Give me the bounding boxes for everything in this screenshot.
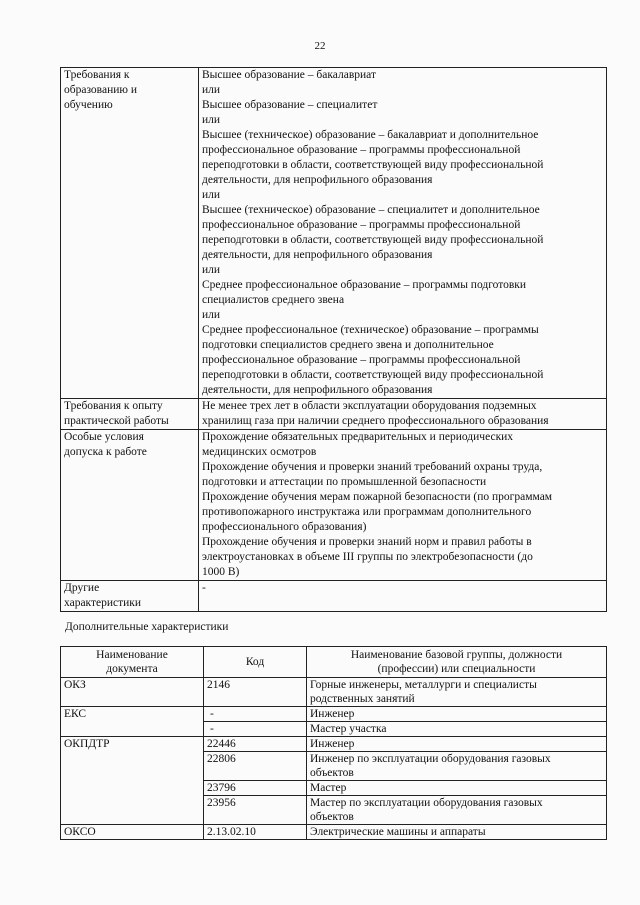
- requirement-paragraph: Прохождение обучения и проверки знаний норм и правил работы в электроустановках в объеме III группы по электробезопасности (до 1000 В): [202, 536, 533, 578]
- page-number: 22: [314, 40, 326, 52]
- code-cell: -: [204, 707, 307, 722]
- additional-characteristics-table: [60, 646, 607, 840]
- requirement-paragraph: -: [202, 582, 206, 594]
- table-row: [61, 707, 607, 722]
- table-header-row: [61, 647, 607, 678]
- name-cell: Горные инженеры, металлурги и специалисты родственных занятий: [307, 678, 607, 707]
- name-cell: Инженер: [307, 707, 607, 722]
- requirement-label: Требования к образованию и обучению: [61, 68, 199, 399]
- name-cell: Электрические машины и аппараты: [307, 825, 607, 840]
- code-cell: -: [204, 722, 307, 737]
- table-row: [61, 678, 607, 707]
- requirement-paragraph: Прохождение обучения и проверки знаний требований охраны труда, подготовки и аттестации по промышленной безопасности: [202, 461, 543, 488]
- requirement-value: [199, 68, 607, 399]
- additional-heading: Дополнительные характеристики: [65, 621, 229, 633]
- requirement-paragraph: или: [202, 189, 221, 201]
- code-cell: 2146: [204, 678, 307, 707]
- name-cell: Инженер по эксплуатации оборудования газовых объектов: [307, 752, 607, 781]
- requirement-paragraph: Прохождение обязательных предварительных и периодических медицинских осмотров: [202, 431, 514, 458]
- requirement-row: [61, 68, 607, 399]
- header-document: Наименование документа: [61, 647, 204, 678]
- code-cell: 2.13.02.10: [204, 825, 307, 840]
- requirement-row: [61, 399, 607, 430]
- requirement-paragraph: Высшее образование – бакалавриат: [202, 69, 376, 81]
- name-cell: Мастер по эксплуатации оборудования газовых объектов: [307, 796, 607, 825]
- code-cell: 23796: [204, 781, 307, 796]
- requirement-label: Требования к опыту практической работы: [61, 399, 199, 430]
- requirement-label: Особые условия допуска к работе: [61, 430, 199, 581]
- header-code: Код: [204, 647, 307, 678]
- requirement-paragraph: или: [202, 264, 221, 276]
- header-name: Наименование базовой группы, должности (профессии) или специальности: [307, 647, 607, 678]
- requirement-paragraph: Среднее профессиональное (техническое) образование – программы подготовки специалистов среднего звена и дополнительное профессиональное образование – программы профессиональной переподготовки в области, соответствующей виду профессиональной деятельности, для непрофильного образования: [202, 324, 544, 396]
- document-cell: ОКЗ: [61, 678, 204, 707]
- document-cell: ЕКС: [61, 707, 204, 737]
- code-cell: 23956: [204, 796, 307, 825]
- requirement-row: [61, 581, 607, 612]
- requirement-paragraph: Прохождение обучения мерам пожарной безопасности (по программам противопожарного инструктажа или программам дополнительного профессионального образования): [202, 491, 553, 533]
- requirement-value: [199, 430, 607, 581]
- requirement-paragraph: или: [202, 309, 221, 321]
- requirement-value: [199, 399, 607, 430]
- requirements-table: [60, 67, 607, 612]
- table-row: [61, 825, 607, 840]
- code-cell: 22446: [204, 737, 307, 752]
- requirement-row: [61, 430, 607, 581]
- table-row: [61, 737, 607, 752]
- requirement-value: [199, 581, 607, 612]
- name-cell: Инженер: [307, 737, 607, 752]
- requirement-paragraph: Высшее образование – специалитет: [202, 99, 378, 111]
- requirement-paragraph: Высшее (техническое) образование – бакалавриат и дополнительное профессиональное образование – программы профессиональной переподготовки в области, соответствующей виду профессиональной деятельности, для непрофильного образования: [202, 129, 544, 186]
- document-cell: ОКПДТР: [61, 737, 204, 825]
- code-cell: 22806: [204, 752, 307, 781]
- requirement-paragraph: Среднее профессиональное образование – программы подготовки специалистов среднего звена: [202, 279, 527, 306]
- requirement-label: Другие характеристики: [61, 581, 199, 612]
- document-cell: ОКСО: [61, 825, 204, 840]
- name-cell: Мастер участка: [307, 722, 607, 737]
- name-cell: Мастер: [307, 781, 607, 796]
- requirement-paragraph: Высшее (техническое) образование – специалитет и дополнительное профессиональное образование – программы профессиональной переподготовки в области, соответствующей виду профессиональной деятельности, для непрофильного образования: [202, 204, 544, 261]
- requirement-paragraph: Не менее трех лет в области эксплуатации оборудования подземных хранилищ газа при наличии среднего профессионального образования: [202, 400, 549, 427]
- requirement-paragraph: или: [202, 114, 221, 126]
- requirement-paragraph: или: [202, 84, 221, 96]
